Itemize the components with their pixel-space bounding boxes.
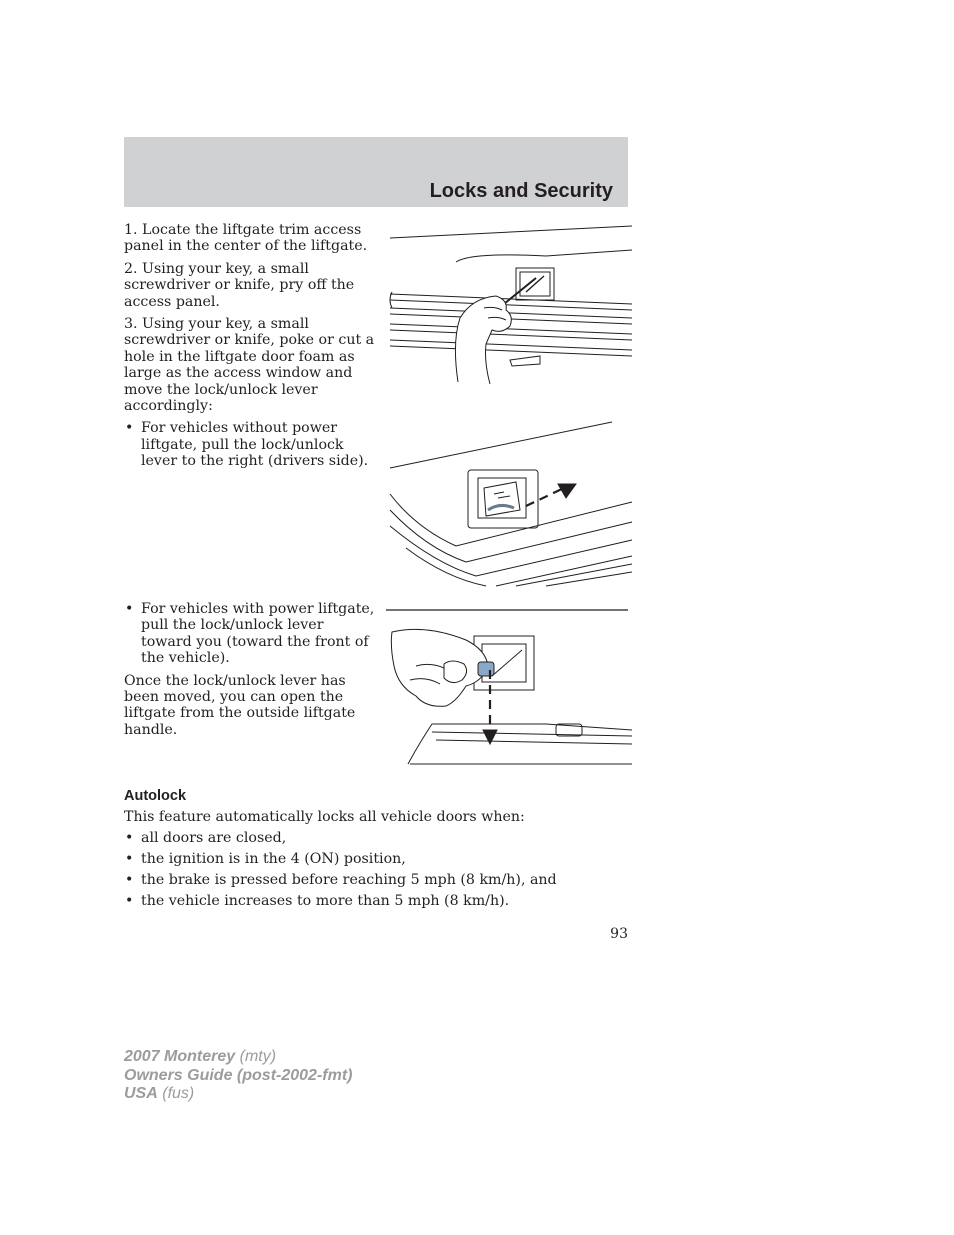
bullet-glyph: • bbox=[125, 851, 134, 868]
bullet-glyph: • bbox=[125, 601, 134, 617]
bullet-no-power-liftgate bbox=[124, 420, 376, 469]
footer-line-1 bbox=[124, 1048, 352, 1067]
autolock-item-text: the brake is pressed before reaching 5 mph (8 km/h), and bbox=[141, 872, 557, 889]
footer-market-code: (fus) bbox=[162, 1085, 195, 1102]
after-text: Once the lock/unlock lever has been moved, you can open the liftgate from the outside liftgate handle. bbox=[124, 672, 356, 738]
step-1: 1. Locate the liftgate trim access panel in the center of the liftgate. bbox=[124, 222, 368, 255]
autolock-item bbox=[124, 851, 630, 867]
autolock-item-text: the vehicle increases to more than 5 mph (8 km/h). bbox=[141, 893, 510, 910]
footer-model-code: (mty) bbox=[239, 1048, 277, 1065]
autolock-intro: This feature automatically locks all vehicle doors when: bbox=[124, 809, 525, 826]
footer-line-3 bbox=[124, 1085, 352, 1104]
autolock-section bbox=[124, 788, 630, 914]
bullet-glyph: • bbox=[125, 893, 134, 910]
autolock-item-text: all doors are closed, bbox=[141, 830, 287, 847]
autolock-item-text: the ignition is in the 4 (ON) position, bbox=[141, 851, 406, 868]
bullet-glyph: • bbox=[125, 830, 134, 847]
lever-pull-right-illustration bbox=[386, 418, 634, 590]
section-title: Locks and Security bbox=[429, 180, 613, 202]
bullet-glyph: • bbox=[125, 420, 134, 437]
autolock-heading: Autolock bbox=[124, 788, 187, 804]
section-header-band bbox=[124, 137, 628, 207]
bullet-text: For vehicles with power liftgate, pull the lock/unlock lever toward you (toward the front of the vehicle). bbox=[141, 601, 375, 667]
step-3: 3. Using your key, a small screwdriver or knife, poke or cut a hole in the liftgate door foam as large as the access window and move the lock/unlock lever accordingly: bbox=[124, 316, 375, 415]
document-footer bbox=[124, 1048, 352, 1104]
page-number: 93 bbox=[610, 926, 628, 942]
autolock-item bbox=[124, 830, 630, 846]
lever-pull-toward-illustration bbox=[386, 606, 634, 768]
autolock-item bbox=[124, 893, 630, 909]
power-liftgate-block bbox=[124, 601, 376, 744]
pry-access-panel-illustration bbox=[386, 222, 634, 390]
steps-block bbox=[124, 222, 376, 476]
step-2: 2. Using your key, a small screwdriver or knife, pry off the access panel. bbox=[124, 260, 355, 310]
footer-market: USA bbox=[124, 1085, 158, 1102]
footer-model: 2007 Monterey bbox=[124, 1048, 236, 1065]
bullet-power-liftgate bbox=[124, 601, 376, 667]
autolock-item bbox=[124, 872, 630, 888]
bullet-glyph: • bbox=[125, 872, 134, 889]
bullet-text: For vehicles without power liftgate, pull the lock/unlock lever to the right (drivers side). bbox=[141, 420, 369, 470]
footer-line-2: Owners Guide (post-2002-fmt) bbox=[124, 1066, 353, 1084]
